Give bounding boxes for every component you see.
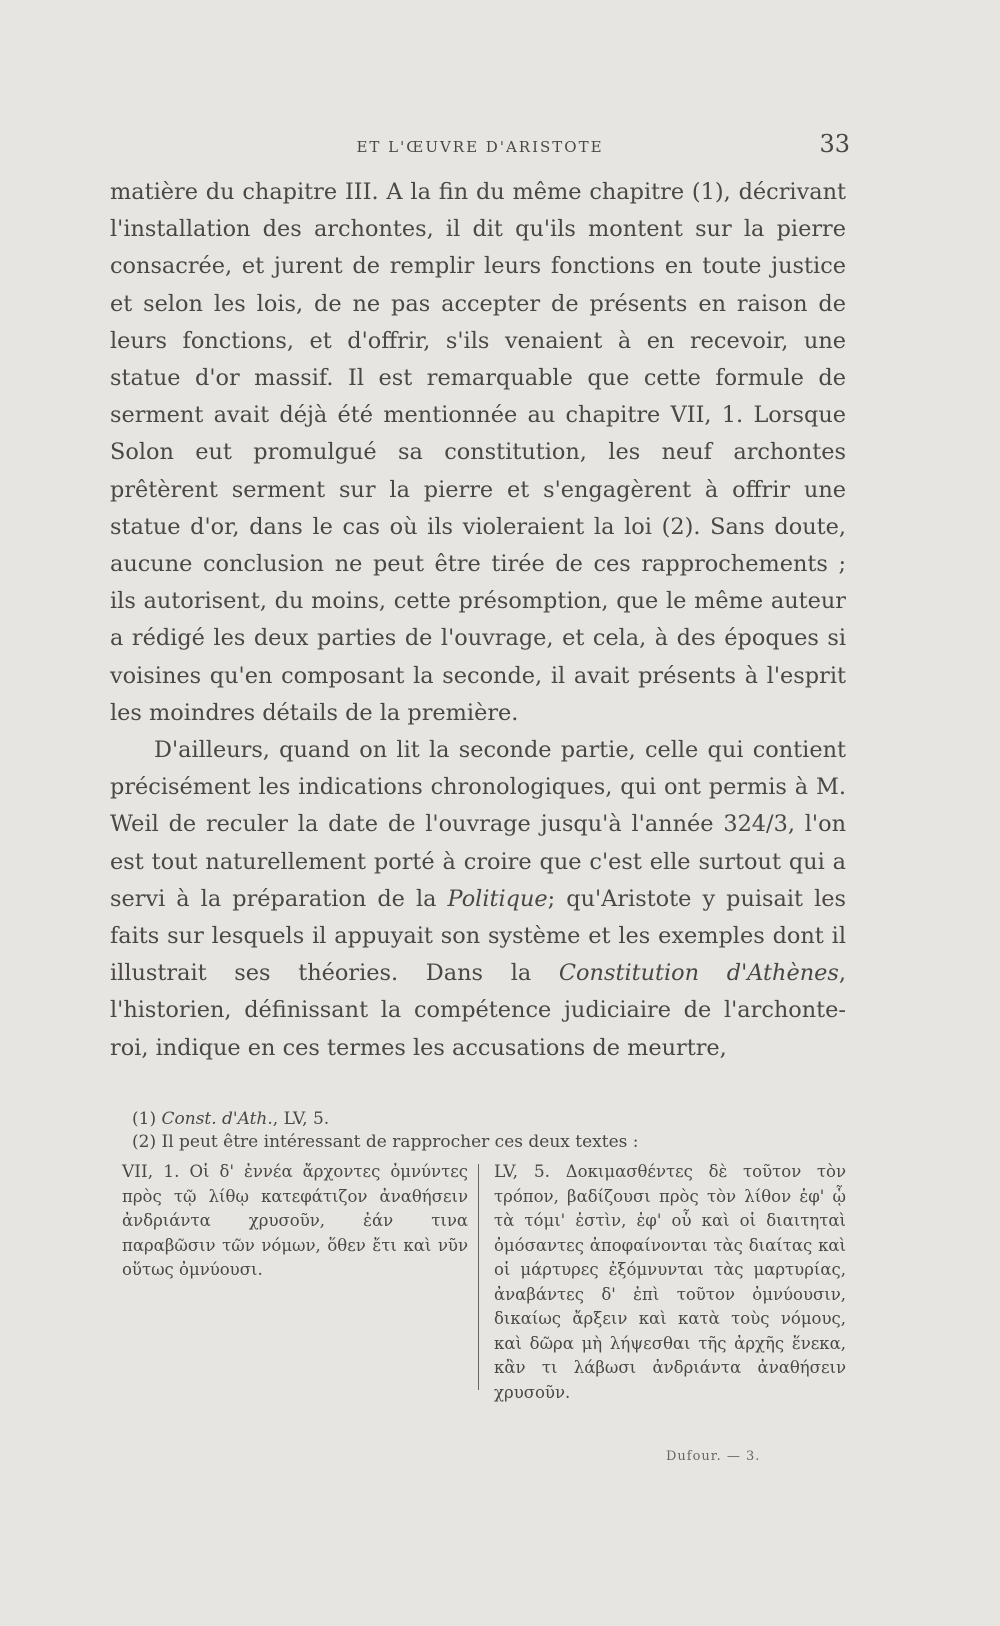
right-greek-text: Δοκιμασθέντες δὲ τοῦτον τὸν τρόπον, βαδίζουσι πρὸς τὸν λίθον ἐφ' ᾧ τὰ τόμι' ἐστὶν, ἐφ' οὗ καὶ οἱ διαιτηταὶ ὀμόσαντες ἀποφαίνονται τὰς διαίτας καὶ οἱ μάρτυρες ἐξόμνυνται τὰς μαρτυρίας, ἀναβάντες δ' ἐπὶ τοῦτον ὀμνύουσιν, δικαίως ἄρξειν καὶ κατὰ τοὺς νόμους, καὶ δῶρα μὴ λήψεσθαι τῆς ἀρχῆς ἕνεκα, κἂν τι λάβωσι ἀνδριάντα ἀναθήσειν χρυσοῦν. xyxy=(494,1162,847,1402)
paragraph-2-part-c: , l'historien, définissant la compétence judiciaire de l'archonte-roi, indique en ces termes les accusations de meurtre, xyxy=(110,960,846,1061)
page-number: 33 xyxy=(819,130,850,158)
footnote-1-ref: Const. d'Ath. xyxy=(161,1109,273,1129)
paragraph-1: matière du chapitre III. A la fin du même chapitre (1), décrivant l'installation des archontes, il dit qu'ils montent sur la pierre consacrée, et jurent de remplir leurs fonctions en toute justice et selon les lois, de ne pas accepter de présents en raison de leurs fonctions, et d'offrir, s'ils venaient à en recevoir, une statue d'or massif. Il est remarquable que cette formule de serment avait déjà été mentionnée au chapitre VII, 1. Lorsque Solon eut promulgué sa constitution, les neuf archontes prêtèrent serment sur la pierre et s'engagèrent à offrir une statue d'or, dans le cas où ils violeraient la loi (2). Sans doute, aucune conclusion ne peut être tirée de ces rapprochements ; ils autorisent, du moins, cette présomption, que le même auteur a rédigé les deux parties de l'ouvrage, et cela, à des époques si voisines qu'en composant la seconde, il avait présents à l'esprit les moindres détails de la première. xyxy=(110,179,846,726)
footnote-1-number: (1) xyxy=(132,1109,157,1129)
footnotes xyxy=(110,1108,846,1154)
running-head: ET L'ŒUVRE D'ARISTOTE xyxy=(356,138,604,156)
footnote-2: (2) Il peut être intéressant de rapprocher ces deux textes : xyxy=(132,1132,639,1152)
footnote-1 xyxy=(132,1108,846,1131)
signature-mark: Dufour. — 3. xyxy=(666,1449,761,1464)
greek-comparison xyxy=(110,1160,846,1400)
title-politique: Politique xyxy=(447,885,548,912)
title-constitution: Constitution d'Athènes xyxy=(558,960,839,987)
greek-column-right xyxy=(494,1160,846,1405)
paragraph-2-part-a: D'ailleurs, quand on lit la seconde partie, celle qui contient précisément les indications chronologiques, qui ont permis à M. Weil de reculer la date de l'ouvrage jusqu'à l'année 324/3, l'on est tout naturellement porté à croire que c'est elle surtout qui a servi à la préparation de la xyxy=(110,737,846,912)
paragraph-2-part-b: ; qu'Aristote y puisait les faits sur lesquels il appuyait son système et les exemples dont il illustrait ses théories. Dans la xyxy=(110,885,846,987)
left-reference: VII, 1. xyxy=(122,1162,180,1182)
greek-column-left xyxy=(122,1160,468,1283)
left-greek-text: Οἱ δ' ἐννέα ἄρχοντες ὀμνύντες πρὸς τῷ λίθῳ κατεφάτιζον ἀναθήσειν ἀνδριάντα χρυσοῦν, ἐάν τινα παραβῶσιν τῶν νόμων, ὅθεν ἔτι καὶ νῦν οὕτως ὀμνύουσι. xyxy=(122,1162,468,1279)
paragraph-2 xyxy=(110,732,846,1067)
main-text xyxy=(110,174,846,1067)
footnote-1-rest: , LV, 5. xyxy=(272,1109,330,1129)
right-reference: LV, 5. xyxy=(494,1162,551,1182)
column-divider xyxy=(478,1164,479,1390)
page-header xyxy=(110,130,850,164)
